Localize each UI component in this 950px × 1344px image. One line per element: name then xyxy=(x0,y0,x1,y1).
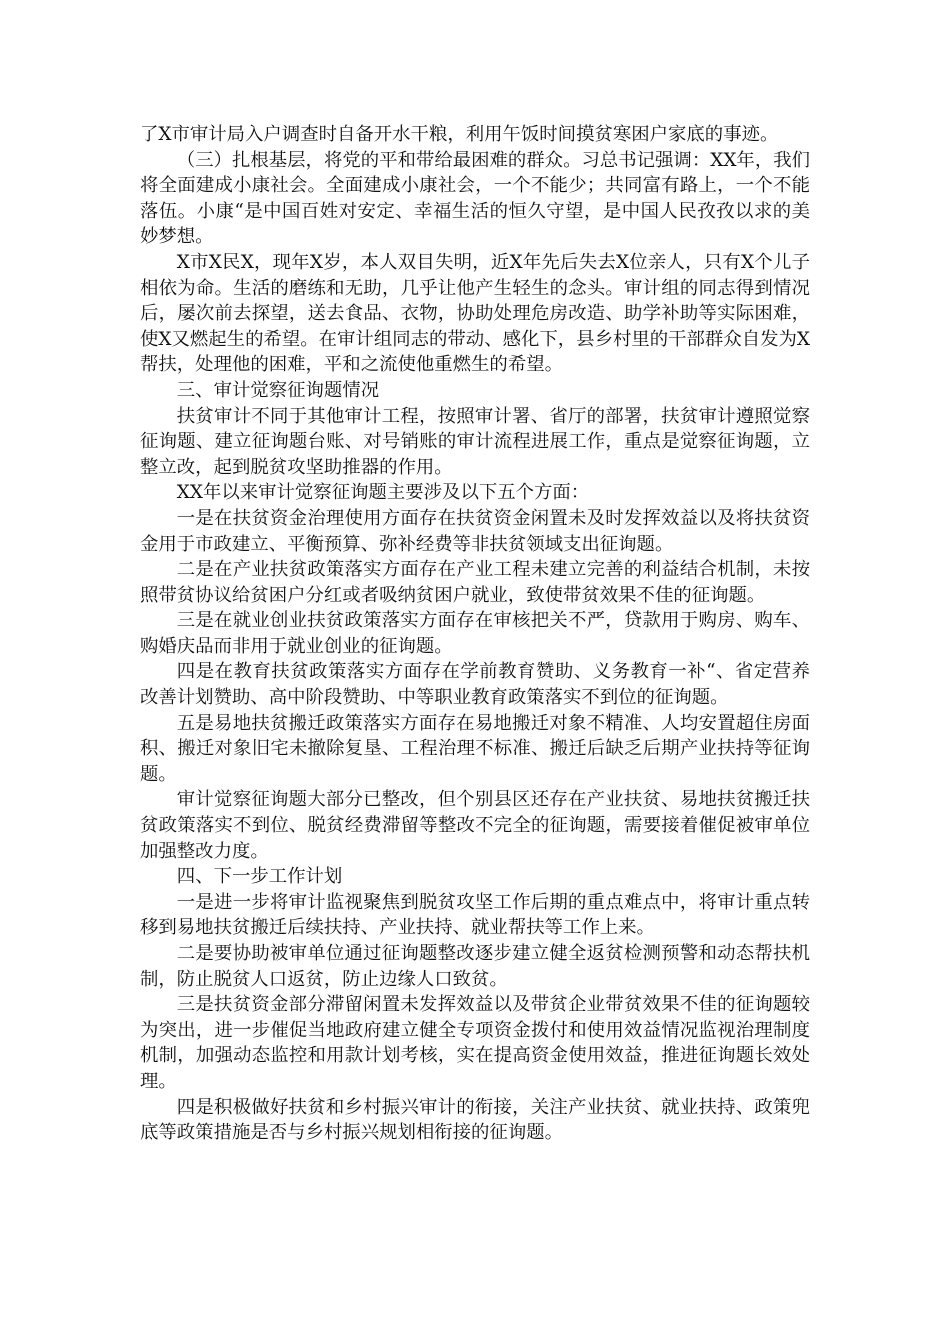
paragraph: （三）扎根基层，将党的平和带给最困难的群众。习总书记强调：XX年，我们将全面建成小康社会。全面建成小康社会，一个不能少；共同富有路上，一个不能落伍。小康“是中国百姓对安定、幸福生活的恒久守望，是中国人民孜孜以求的美妙梦想。 xyxy=(140,149,810,248)
paragraph: 四、下一步工作计划 xyxy=(176,866,343,888)
paragraph: 四是在教育扶贫政策落实方面存在学前教育赞助、义务教育一补“、省定营养改善计划赞助、高中阶段赞助、中等职业教育政策落实不到位的征询题。 xyxy=(140,661,810,709)
paragraph: 扶贫审计不同于其他审计工程，按照审计署、省厅的部署，扶贫审计遵照觉察征询题、建立征询题台账、对号销账的审计流程进展工作，重点是觉察征询题，立整立改，起到脱贫攻坚助推器的作用。 xyxy=(140,405,810,478)
paragraph: XX年以来审计觉察征询题主要涉及以下五个方面： xyxy=(176,482,590,504)
paragraph: 二是要协助被审单位通过征询题整改逐步建立健全返贫检测预警和动态帮扶机制，防止脱贫人口返贫，防止边缘人口致贫。 xyxy=(140,943,810,990)
paragraph: 了X市审计局入户调查时自备开水干粮，利用午饭时间摸贫寒困户家底的事迹。 xyxy=(140,124,779,145)
paragraph: 一是在扶贫资金治理使用方面存在扶贫资金闲置未及时发挥效益以及将扶贫资金用于市政建立、平衡预算、弥补经费等非扶贫领域支出征询题。 xyxy=(140,507,810,555)
document-body xyxy=(140,122,810,1146)
paragraph: 审计觉察征询题大部分已整改，但个别县区还存在产业扶贫、易地扶贫搬迁扶贫政策落实不到位、脱贫经费滞留等整改不完全的征询题，需要接着催促被审单位加强整改力度。 xyxy=(140,789,810,862)
paragraph: 四是积极做好扶贫和乡村振兴审计的衔接，关注产业扶贫、就业扶持、政策兜底等政策措施是否与乡村振兴规划相衔接的征询题。 xyxy=(140,1096,810,1144)
paragraph: 二是在产业扶贫政策落实方面存在产业工程未建立完善的利益结合机制，未按照带贫协议给贫困户分红或者吸纳贫困户就业，致使带贫效果不佳的征询题。 xyxy=(140,559,810,606)
paragraph: 三、审计觉察征询题情况 xyxy=(176,379,380,401)
paragraph: X市X民X，现年X岁，本人双目失明，近X年先后失去X位亲人，只有X个儿子相依为命。生活的磨练和无助，几乎让他产生轻生的念头。审计组的同志得到情况后，屡次前去探望，送去食品、衣物，协助处理危房改造、助学补助等实际困难，使X又燃起生的希望。在审计组同志的带动、感化下，县乡村里的干部群众自发为X帮扶，处理他的困难，平和之流使他重燃生的希望。 xyxy=(140,251,810,376)
paragraph: 一是进一步将审计监视聚焦到脱贫攻坚工作后期的重点难点中，将审计重点转移到易地扶贫搬迁后续扶持、产业扶持、就业帮扶等工作上来。 xyxy=(140,891,810,939)
paragraph: 三是扶贫资金部分滞留闲置未发挥效益以及带贫企业带贫效果不佳的征询题较为突出，进一步催促当地政府建立健全专项资金拨付和使用效益情况监视治理制度机制，加强动态监控和用款计划考核，实在提高资金使用效益，推进征询题长效处理。 xyxy=(140,994,810,1092)
paragraph: 三是在就业创业扶贫政策落实方面存在审核把关不严，贷款用于购房、购车、购婚庆品而非用于就业创业的征询题。 xyxy=(140,610,810,657)
paragraph: 五是易地扶贫搬迁政策落实方面存在易地搬迁对象不精准、人均安置超住房面积、搬迁对象旧宅未撤除复垦、工程治理不标准、搬迁后缺乏后期产业扶持等征询题。 xyxy=(140,712,810,785)
